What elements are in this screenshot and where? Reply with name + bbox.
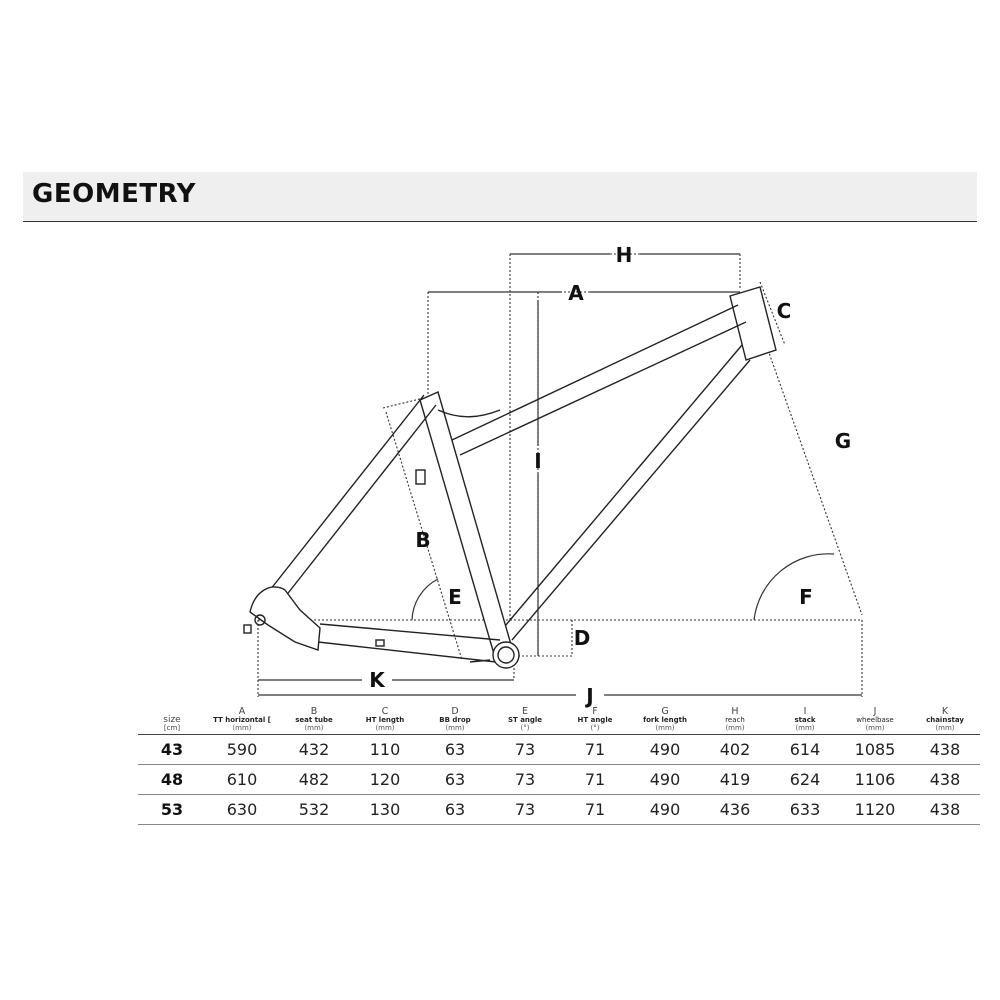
table-cell: 1120 [854, 800, 896, 819]
table-cell: 532 [298, 800, 330, 819]
table-cell: 1085 [854, 740, 896, 759]
size-cell: 48 [160, 770, 184, 789]
table-row [138, 735, 980, 765]
table-cell: 436 [719, 800, 751, 819]
column-header-f: F HT angle (°) [577, 706, 613, 732]
label-h: H [615, 243, 633, 267]
table-cell: 63 [444, 770, 466, 789]
table-cell: 1106 [854, 770, 896, 789]
label-j: J [586, 684, 594, 708]
size-header-label: size [163, 715, 181, 725]
geometry-table [138, 708, 980, 825]
label-g: G [834, 429, 852, 453]
table-cell: 630 [226, 800, 258, 819]
table-cell: 73 [514, 770, 536, 789]
label-f: F [799, 585, 813, 609]
label-a: A [568, 281, 584, 305]
table-cell: 71 [584, 740, 606, 759]
page-title: GEOMETRY [32, 179, 196, 209]
table-cell: 432 [298, 740, 330, 759]
label-d: D [573, 626, 591, 650]
table-cell: 63 [444, 740, 466, 759]
label-i: I [534, 449, 542, 473]
column-header-k: K chainstay (mm) [926, 706, 964, 732]
table-cell: 438 [929, 800, 961, 819]
column-header-c: C HT length (mm) [365, 706, 405, 732]
table-cell: 73 [514, 800, 536, 819]
table-header-row [138, 708, 980, 735]
size-column-header [138, 708, 206, 735]
table-cell: 614 [789, 740, 821, 759]
table-cell: 438 [929, 740, 961, 759]
table-cell: 402 [719, 740, 751, 759]
column-header-i: I stack (mm) [794, 706, 816, 732]
dimension-lines [258, 254, 862, 697]
table-cell: 482 [298, 770, 330, 789]
label-b: B [415, 528, 431, 552]
label-c: C [776, 299, 792, 323]
table-cell: 490 [649, 800, 681, 819]
table-cell: 110 [369, 740, 401, 759]
table-cell: 71 [584, 800, 606, 819]
table-cell: 590 [226, 740, 258, 759]
table-cell: 73 [514, 740, 536, 759]
label-e: E [448, 585, 462, 609]
size-cell: 53 [160, 800, 184, 819]
table-cell: 624 [789, 770, 821, 789]
table-cell: 120 [369, 770, 401, 789]
column-header-j: J wheelbase (mm) [856, 706, 894, 732]
table-cell: 130 [369, 800, 401, 819]
table-cell: 438 [929, 770, 961, 789]
table-cell: 63 [444, 800, 466, 819]
table-cell: 71 [584, 770, 606, 789]
table-cell: 419 [719, 770, 751, 789]
column-header-g: G fork length (mm) [643, 706, 687, 732]
column-header-b: B seat tube (mm) [295, 706, 333, 732]
table-row [138, 795, 980, 825]
label-k: K [369, 668, 385, 692]
table-cell: 610 [226, 770, 258, 789]
column-header-a: A TT horizontal [ (mm) [213, 706, 271, 732]
column-header-h: H reach (mm) [725, 706, 745, 732]
size-header-unit: [cm] [163, 724, 181, 732]
table-row [138, 765, 980, 795]
table-cell: 490 [649, 740, 681, 759]
column-header-e: E ST angle (°) [507, 706, 543, 732]
column-header-d: D BB drop (mm) [439, 706, 471, 732]
table-cell: 490 [649, 770, 681, 789]
dimension-arrows [258, 254, 862, 695]
table-cell: 633 [789, 800, 821, 819]
size-cell: 43 [160, 740, 184, 759]
